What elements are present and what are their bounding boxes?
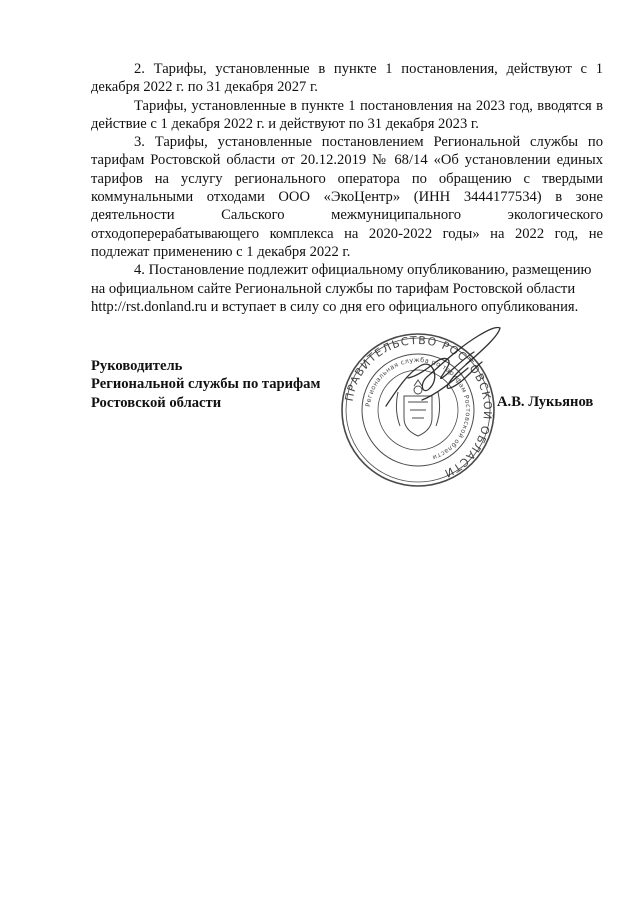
paragraph-3: 3. Тарифы, установленные постановлением Региональной службы по тарифам Ростовской области от 20.12.2019 № 68/14 «Об установлении единых тарифов на услугу регионального оператора по обращению с твердыми коммунальными отходами ООО «ЭкоЦентр» (ИНН 3444177534) в зоне деятельности Сальского межмуниципального экологического отходоперерабатывающего комплекса на 2020-2022 годы» на 2022 год, не подлежат применению с 1 декабря 2022 г. (91, 134, 603, 260)
paragraph-2-continuation: Тарифы, установленные в пункте 1 постановления на 2023 год, вводятся в действие с 1 декабря 2022 г. и действуют по 31 декабря 2023 г. (91, 97, 603, 132)
position-line: Ростовской области (91, 394, 222, 411)
position-line: Региональной службы по тарифам (91, 376, 321, 393)
signatory-position (91, 357, 320, 412)
svg-text:ПРАВИТЕЛЬСТВО РОСТОВСКОЙ ОБЛАС: ПРАВИТЕЛЬСТВО РОСТОВСКОЙ ОБЛАСТИ (342, 333, 495, 481)
signatory-name: А.В. Лукьянов (497, 394, 594, 410)
svg-text:Региональная служба по тарифам: Региональная служба по тарифам Ростовской области (364, 355, 473, 462)
position-line: Руководитель (91, 358, 183, 374)
paragraph-4: 4. Постановление подлежит официальному опубликованию, размещению на официальном сайте Региональной службы по тарифам Ростовской области http://rst.donland.ru и вступает в силу со дня его официального опубликования. (91, 262, 592, 315)
paragraph-2: 2. Тарифы, установленные в пункте 1 постановления, действуют с 1 декабря 2022 г. по 31 декабря 2027 г. (91, 61, 603, 96)
document-body (91, 60, 603, 316)
handwritten-signature (378, 318, 508, 428)
